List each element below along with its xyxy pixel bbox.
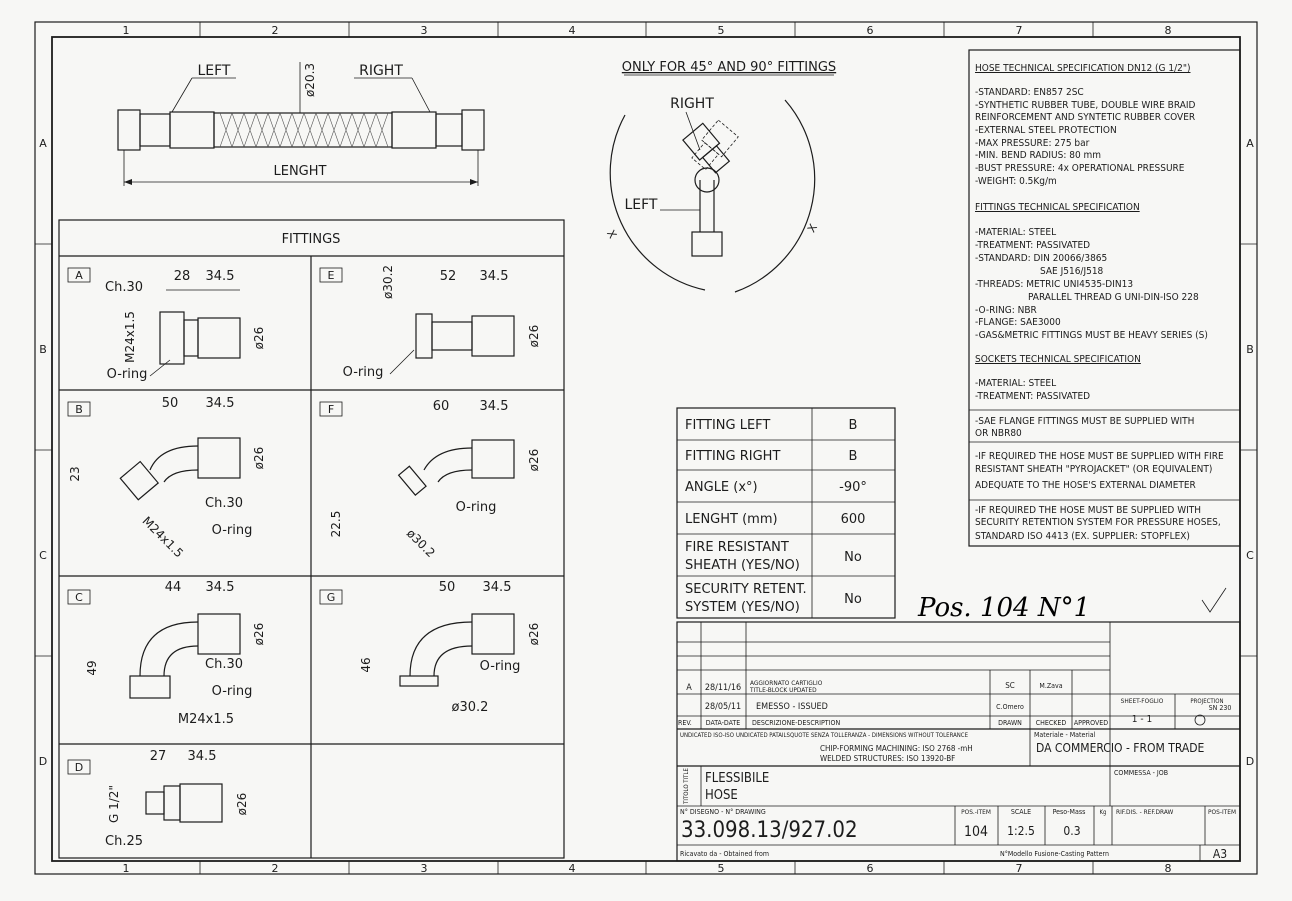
angle-view <box>604 60 836 292</box>
spec-note3-line-1: -IF REQUIRED THE HOSE MUST BE SUPPLIED WITH <box>975 505 1202 516</box>
fitting-A <box>68 268 266 382</box>
rev-a-desc-2: TITLE-BLOCK UPDATED <box>750 686 817 694</box>
fitting-G-oring: O-ring <box>479 659 521 674</box>
fitting-C-ch: Ch.30 <box>205 657 243 672</box>
fitting-E-letter: E <box>327 269 335 282</box>
hose-view <box>118 62 484 186</box>
material-value: DA COMMERCIO - FROM TRADE <box>1036 741 1205 755</box>
fittings-title: FITTINGS <box>281 232 341 247</box>
obtained-label: Ricavato da - Obtained from <box>680 850 770 858</box>
left-ferrule <box>170 112 214 148</box>
hdr-rev: REV. <box>678 719 692 727</box>
col-2-bottom: 2 <box>271 862 279 875</box>
col-6-bottom: 6 <box>866 862 874 875</box>
fitting-G-dia: ø26 <box>527 622 541 646</box>
fitting-F-d2: 34.5 <box>479 399 509 414</box>
col-8: 8 <box>1164 24 1172 37</box>
config-angle-label: ANGLE (x°) <box>685 480 758 495</box>
right-socket <box>436 114 462 146</box>
fitting-C <box>68 580 266 727</box>
spec-hose-line-3: REINFORCEMENT AND SYNTETIC RUBBER COVER <box>975 112 1196 123</box>
fitting-A-ch: Ch.30 <box>105 280 143 295</box>
fitting-F-oring: O-ring <box>455 500 497 515</box>
spec-fittings-line-5: -THREADS: METRIC UNI4535-DIN13 <box>975 279 1134 290</box>
config-fire-label-1: FIRE RESISTANT <box>685 540 789 555</box>
fitting-A-thread: M24x1.5 <box>123 311 137 363</box>
rev-a-drawn: SC <box>1005 681 1015 690</box>
drawing-number: 33.098.13/927.02 <box>681 818 858 843</box>
row-D-right: D <box>1245 755 1255 768</box>
fitting-G-letter: G <box>326 591 336 604</box>
title-block <box>677 622 1240 861</box>
spec-sockets-line-2: -TREATMENT: PASSIVATED <box>975 391 1091 402</box>
col-7-bottom: 7 <box>1015 862 1023 875</box>
welded-line: WELDED STRUCTURES: ISO 13920-BF <box>820 754 956 763</box>
braid-hatch <box>220 113 388 147</box>
config-fire-value: No <box>844 550 862 565</box>
fitting-A-d2: 34.5 <box>205 269 235 284</box>
fitting-A-letter: A <box>75 269 83 282</box>
spec-fittings-line-2: -TREATMENT: PASSIVATED <box>975 240 1091 251</box>
row-A-right: A <box>1246 137 1254 150</box>
spec-note1-line-1: -SAE FLANGE FITTINGS MUST BE SUPPLIED WITH <box>975 416 1195 427</box>
hose-left-label: LEFT <box>197 63 231 79</box>
title-line-2: HOSE <box>705 788 738 803</box>
fitting-E-d0: ø30.2 <box>381 264 395 300</box>
spec-note3-line-2: SECURITY RETENTION SYSTEM FOR PRESSURE HOSES, <box>975 517 1221 528</box>
checkmark-icon <box>1202 588 1226 612</box>
left-fitting-nut <box>692 232 722 256</box>
fitting-F <box>320 399 541 560</box>
fitting-F-flange: ø30.2 <box>403 526 438 561</box>
projection-icon <box>1195 715 1205 725</box>
config-security-label-2: SYSTEM (YES/NO) <box>685 600 800 615</box>
config-angle-value: -90° <box>839 480 867 495</box>
spec-fittings-line-6: PARALLEL THREAD G UNI-DIN-ISO 228 <box>1028 292 1199 303</box>
col-4: 4 <box>568 24 576 37</box>
fitting-B-letter: B <box>75 403 83 416</box>
config-fitting-left-label: FITTING LEFT <box>685 418 771 433</box>
col-8-bottom: 8 <box>1164 862 1172 875</box>
spec-sockets-line-1: -MATERIAL: STEEL <box>975 378 1057 389</box>
chip-line: CHIP-FORMING MACHINING: ISO 2768 -mH <box>820 744 973 753</box>
hdr-desc: DESCRIZIONE-DESCRIPTION <box>752 719 841 727</box>
projection-label: PROJECTION <box>1190 698 1224 705</box>
tol-1: UNDICATED ISO-ISO <box>680 732 734 739</box>
fitting-B-oring: O-ring <box>211 523 253 538</box>
spec-hose-line-1: -STANDARD: EN857 2SC <box>975 87 1084 98</box>
spec-fittings-title: FITTINGS TECHNICAL SPECIFICATION <box>975 202 1140 213</box>
model-label: N°Modello Fusione-Casting Pattern <box>1000 850 1109 858</box>
spec-hose-line-5: -MAX PRESSURE: 275 bar <box>975 138 1090 149</box>
col-5: 5 <box>717 24 725 37</box>
material-label: Materiale - Material <box>1034 731 1096 739</box>
spec-note2-line-1: -IF REQUIRED THE HOSE MUST BE SUPPLIED WITH FIRE <box>975 451 1224 462</box>
col-1-bottom: 1 <box>122 862 130 875</box>
fitting-D-d1: 27 <box>149 749 167 764</box>
pos-item-label: POS-ITEM <box>1208 808 1236 816</box>
drawing-no-label: N° DISEGNO - N° DRAWING <box>680 808 766 816</box>
fitting-G <box>320 580 541 715</box>
spec-hose-line-6: -MIN. BEND RADIUS: 80 mm <box>975 150 1102 161</box>
spec-note3-line-3: STANDARD ISO 4413 (EX. SUPPLIER: STOPFLEX) <box>975 531 1190 542</box>
spec-fittings-line-8: -FLANGE: SAE3000 <box>975 317 1061 328</box>
fitting-C-d1: 44 <box>164 580 182 595</box>
fitting-B-thread: M24x1.5 <box>139 513 187 561</box>
col-2: 2 <box>271 24 279 37</box>
angle-mark-left: X <box>604 227 620 241</box>
fitting-D-d2: 34.5 <box>187 749 217 764</box>
fitting-F-dia: ø26 <box>527 448 541 472</box>
hdr-date: DATA-DATE <box>705 719 741 727</box>
config-fitting-left-value: B <box>848 418 858 433</box>
standard-value: SN 230 <box>1208 704 1232 712</box>
fitting-E-dia: ø26 <box>527 324 541 348</box>
fitting-B-dia: ø26 <box>252 446 266 470</box>
fitting-D-thread: G 1/2" <box>107 785 121 823</box>
fitting-A-oring: O-ring <box>106 367 148 382</box>
fitting-G-d1: 50 <box>438 580 456 595</box>
fitting-D-dia: ø26 <box>235 792 249 816</box>
row-C-right: C <box>1246 549 1254 562</box>
hose-diameter-label: ø20.3 <box>303 62 317 98</box>
fitting-F-d1: 60 <box>432 399 450 414</box>
fitting-G-d2: 34.5 <box>482 580 512 595</box>
spec-hose-line-8: -WEIGHT: 0.5Kg/m <box>975 176 1057 187</box>
sheet-value: 1 - 1 <box>1131 714 1153 725</box>
scale-value: 1:2.5 <box>1007 824 1035 838</box>
fitting-E <box>320 265 541 380</box>
rev-0-date: 28/05/11 <box>704 702 742 712</box>
row-C: C <box>39 549 47 562</box>
spec-fittings-line-1: -MATERIAL: STEEL <box>975 227 1057 238</box>
fitting-A-dia: ø26 <box>252 326 266 350</box>
fitting-B <box>68 396 266 560</box>
spec-fittings-line-3: -STANDARD: DIN 20066/3865 <box>975 253 1108 264</box>
row-B-right: B <box>1246 343 1254 356</box>
config-security-value: No <box>844 592 862 607</box>
rev-a-letter: A <box>686 683 692 693</box>
fitting-D-letter: D <box>74 761 84 774</box>
fitting-F-h: 22.5 <box>329 510 343 538</box>
kg-label: Kg <box>1099 809 1107 816</box>
fitting-A-d1: 28 <box>173 269 191 284</box>
fitting-E-d1: 52 <box>439 269 457 284</box>
mass-label: Peso-Mass <box>1052 808 1086 816</box>
pos-value: 104 <box>963 824 989 840</box>
title-side-label: TITOLO TITLE <box>683 768 690 804</box>
col-6: 6 <box>866 24 874 37</box>
fittings-panel <box>59 220 564 858</box>
config-table <box>677 408 895 618</box>
rev-0-desc: EMESSO - ISSUED <box>756 702 828 712</box>
grid-columns-bottom <box>123 861 1172 875</box>
angle-arc-right <box>735 100 815 292</box>
hose-length-label: LENGHT <box>273 164 327 179</box>
ref-draw-label: RIF.DIS. - REF.DRAW <box>1116 808 1174 816</box>
rev-0-drawn: C.Omero <box>996 703 1024 711</box>
spec-sockets-title: SOCKETS TECHNICAL SPECIFICATION <box>975 354 1141 365</box>
col-3: 3 <box>420 24 428 37</box>
hdr-checked: CHECKED <box>1035 719 1067 727</box>
handwritten-position: Pos. 104 N°1 <box>918 593 1091 623</box>
config-length-label: LENGHT (mm) <box>685 512 778 527</box>
row-B: B <box>39 343 47 356</box>
spec-note2-line-2: RESISTANT SHEATH "PYROJACKET" (OR EQUIVALENT) <box>975 464 1213 475</box>
config-fitting-right-label: FITTING RIGHT <box>685 449 781 464</box>
spec-hose-line-4: -EXTERNAL STEEL PROTECTION <box>975 125 1117 136</box>
config-fire-label-2: SHEATH (YES/NO) <box>685 558 800 573</box>
hose-right-label: RIGHT <box>359 63 403 79</box>
spec-hose-line-2: -SYNTHETIC RUBBER TUBE, DOUBLE WIRE BRAID <box>975 100 1196 111</box>
scale-label: SCALE <box>1010 808 1032 816</box>
spec-note2-line-3: ADEQUATE TO THE HOSE'S EXTERNAL DIAMETER <box>975 480 1196 491</box>
col-1: 1 <box>122 24 130 37</box>
left-socket <box>140 114 170 146</box>
angle-view-title: ONLY FOR 45° AND 90° FITTINGS <box>621 60 837 75</box>
fitting-C-oring: O-ring <box>211 684 253 699</box>
rev-a-checked: M.Zava <box>1039 682 1063 690</box>
fitting-F-letter: F <box>327 403 335 416</box>
rev-a-desc-1: AGGIORNATO CARTIGLIO <box>750 679 823 687</box>
spec-fittings-line-7: -O-RING: NBR <box>975 305 1037 316</box>
fitting-B-d1: 50 <box>161 396 179 411</box>
format-label: A3 <box>1212 847 1228 861</box>
col-4-bottom: 4 <box>568 862 576 875</box>
sheet-label: SHEET-FOGLIO <box>1120 697 1164 705</box>
right-ferrule <box>392 112 436 148</box>
left-nut <box>118 110 140 150</box>
tol-2: UNDICATED PATAILS <box>736 732 790 739</box>
spec-box <box>969 50 1240 546</box>
spec-hose-line-7: -BUST PRESSURE: 4x OPERATIONAL PRESSURE <box>975 163 1185 174</box>
config-fitting-right-value: B <box>848 449 858 464</box>
title-line-1: FLESSIBILE <box>705 771 770 786</box>
angle-mark-right: X <box>804 221 820 235</box>
fitting-E-oring: O-ring <box>342 365 384 380</box>
angle-right-label: RIGHT <box>670 96 714 112</box>
fitting-B-d2: 34.5 <box>205 396 235 411</box>
fitting-C-thread: M24x1.5 <box>177 712 235 727</box>
rev-a-date: 28/11/16 <box>704 683 742 693</box>
fitting-C-dia: ø26 <box>252 622 266 646</box>
fitting-C-h: 49 <box>85 660 99 676</box>
config-length-value: 600 <box>840 512 866 527</box>
commessa-label: COMMESSA - JOB <box>1114 769 1169 777</box>
right-nut <box>462 110 484 150</box>
col-7: 7 <box>1015 24 1023 37</box>
mass-value: 0.3 <box>1063 824 1081 838</box>
col-5-bottom: 5 <box>717 862 725 875</box>
row-D: D <box>38 755 48 768</box>
fitting-D-ch: Ch.25 <box>105 834 143 849</box>
pos-label: POS.-ITEM <box>961 808 991 816</box>
angle-left-label: LEFT <box>624 197 658 213</box>
fitting-B-ch: Ch.30 <box>205 496 243 511</box>
hose-body <box>214 113 392 147</box>
fitting-C-d2: 34.5 <box>205 580 235 595</box>
tol-3: QUOTE SENZA TOLLERANZA - DIMENSIONS WITHOUT TOLERANCE <box>790 732 968 739</box>
row-A: A <box>39 137 47 150</box>
spec-fittings-line-4: SAE J516/J518 <box>1040 266 1104 277</box>
grid-columns-top <box>123 22 1172 37</box>
col-3-bottom: 3 <box>420 862 428 875</box>
spec-hose-title: HOSE TECHNICAL SPECIFICATION DN12 (G 1/2") <box>975 63 1191 74</box>
hdr-approved: APPROVED <box>1073 719 1109 727</box>
hdr-drawn: DRAWN <box>998 719 1022 727</box>
spec-note1-line-2: OR NBR80 <box>975 428 1022 439</box>
fitting-D <box>68 749 249 849</box>
spec-fittings-line-9: -GAS&METRIC FITTINGS MUST BE HEAVY SERIES (S) <box>975 330 1208 341</box>
fitting-C-letter: C <box>75 591 83 604</box>
fitting-E-d2: 34.5 <box>479 269 509 284</box>
config-security-label-1: SECURITY RETENT. <box>685 582 807 597</box>
fitting-B-h: 23 <box>68 466 82 482</box>
fitting-G-flange: ø30.2 <box>451 700 489 715</box>
fitting-G-h: 46 <box>359 657 373 673</box>
